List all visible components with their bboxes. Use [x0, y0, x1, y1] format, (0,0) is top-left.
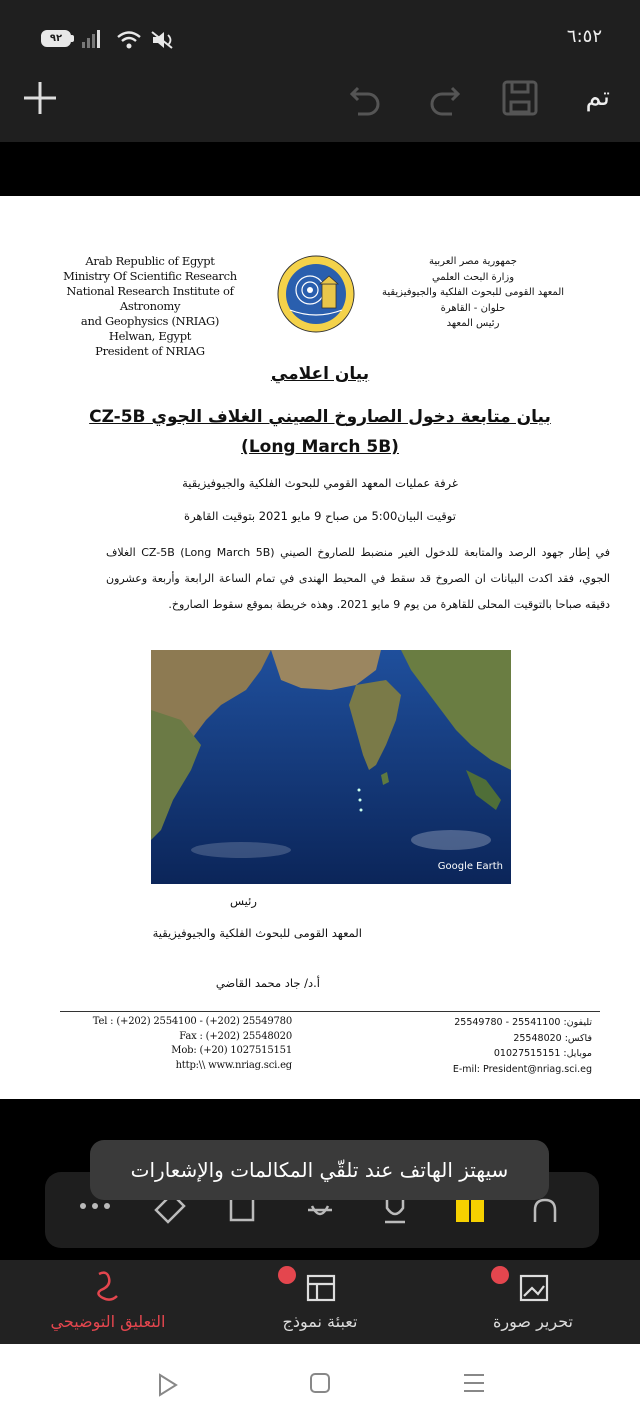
map-watermark: Google Earth	[437, 861, 503, 872]
recents-icon[interactable]	[462, 1372, 486, 1394]
annotate-icon	[93, 1270, 123, 1304]
header-en-line: and Geophysics (NRIAG)	[80, 314, 220, 328]
signature-name: أ.د/ جاد محمد القاضي	[215, 976, 320, 990]
footer-ar-line: فاكس: 25548020	[513, 1032, 592, 1044]
done-button[interactable]: تم	[585, 82, 610, 112]
signal-icon	[82, 30, 106, 48]
footer-ar-line: موبايل: 01027515151	[493, 1048, 592, 1059]
press-release-title: بيان اعلامي	[270, 364, 370, 384]
status-bar	[0, 0, 640, 58]
redo-icon[interactable]	[428, 80, 462, 116]
footer-en-line: Fax : (+202) 25548020	[179, 1030, 292, 1042]
battery-icon	[41, 30, 71, 47]
crown-icon	[491, 1266, 509, 1284]
system-nav	[0, 1344, 640, 1422]
wifi-icon	[116, 30, 142, 50]
nav-annotate[interactable]	[18, 1260, 198, 1344]
header-ar-line: حلوان - القاهرة	[440, 302, 506, 314]
add-icon[interactable]	[22, 80, 58, 116]
nriag-logo	[276, 254, 356, 334]
nav-fill-form-label: تعبئة نموذج	[282, 1312, 358, 1331]
home-icon[interactable]	[309, 1372, 331, 1394]
footer-divider	[60, 1011, 600, 1012]
bottom-nav	[0, 1260, 640, 1344]
battery-tip	[71, 35, 74, 42]
footer-english	[62, 1015, 292, 1073]
document-page[interactable]	[0, 196, 640, 1099]
footer-arabic	[422, 1015, 592, 1077]
header-en-line: Helwan, Egypt	[108, 329, 192, 343]
operations-room-line: غرفة عمليات المعهد القومي للبحوث الفلكية والجيوفيزيقية	[182, 476, 458, 490]
header-arabic	[368, 254, 578, 332]
editor-toolbar	[0, 58, 640, 142]
mute-icon	[150, 30, 178, 50]
header-ar-line: المعهد القومى للبحوث الفلكية والجيوفيزيقية	[381, 287, 565, 298]
clock: ٦:٥٢	[566, 26, 602, 47]
header-ar-line: جمهورية مصر العربية	[429, 256, 517, 267]
footer-ar-line: تليفون: 25541100 - 25549780	[454, 1017, 592, 1028]
header-ar-line: وزارة البحث العلمي	[431, 271, 515, 283]
header-en-line: Arab Republic of Egypt	[85, 254, 215, 268]
footer-en-line: Mob: (+20) 1027515151	[171, 1045, 292, 1056]
statement-time-line: توقيت البيان5:00 من صباح 9 مايو 2021 بتوقيت القاهرة	[184, 509, 456, 523]
edit-image-icon	[518, 1270, 552, 1304]
header-en-line: Ministry Of Scientific Research	[63, 269, 237, 283]
undo-icon[interactable]	[348, 80, 382, 116]
form-icon	[305, 1270, 339, 1304]
crash-location-map	[151, 650, 511, 884]
header-en-line: National Research Institute of Astronomy	[66, 284, 234, 313]
header-en-line: President of NRIAG	[95, 344, 205, 358]
battery-level: ٩٢	[49, 33, 63, 44]
signature-org: المعهد القومى للبحوث الفلكية والجيوفيزيقية	[152, 926, 362, 940]
header-ar-line: رئيس المعهد	[446, 318, 500, 329]
header-english	[40, 254, 260, 359]
nav-edit-image[interactable]	[443, 1260, 623, 1344]
document-gap	[0, 142, 640, 196]
back-icon[interactable]	[156, 1372, 180, 1398]
signature-title: رئيس	[230, 894, 257, 908]
footer-en-line: Tel : (+202) 2554100 - (+202) 25549780	[92, 1016, 292, 1027]
nav-fill-form[interactable]	[230, 1260, 410, 1344]
nav-edit-image-label: تحرير صورة	[493, 1312, 573, 1331]
footer-en-line: http:\\ www.nriag.sci.eg	[175, 1059, 292, 1071]
statement-body: في إطار جهود الرصد والمتابعة للدخول الغير منضبط للصاروخ الصيني CZ-5B (Long March 5B) الغلاف الجوي، فقد اكدت البيانات ان الصروخ قد سقط في المحيط الهندى في تمام الساعة الرابعة وأربعة وعشرون دقيقه صباحا بالتوقيت المحلى للقاهرة من يوم 9 مايو 2021. وهذه خريطة بموقع سقوط الصاروخ.	[106, 546, 610, 611]
crown-icon	[278, 1266, 296, 1284]
save-icon[interactable]	[502, 80, 538, 116]
nav-annotate-label: التعليق التوضيحي	[50, 1312, 166, 1331]
statement-title: بيان متابعة دخول الصاروخ الصيني الغلاف الجوي CZ-5B (Long March 5B)	[89, 407, 551, 457]
footer-ar-line: E-mil: President@nriag.sci.eg	[452, 1063, 592, 1075]
vibration-toast: سيهتز الهاتف عند تلقّي المكالمات والإشعارات	[90, 1140, 549, 1200]
